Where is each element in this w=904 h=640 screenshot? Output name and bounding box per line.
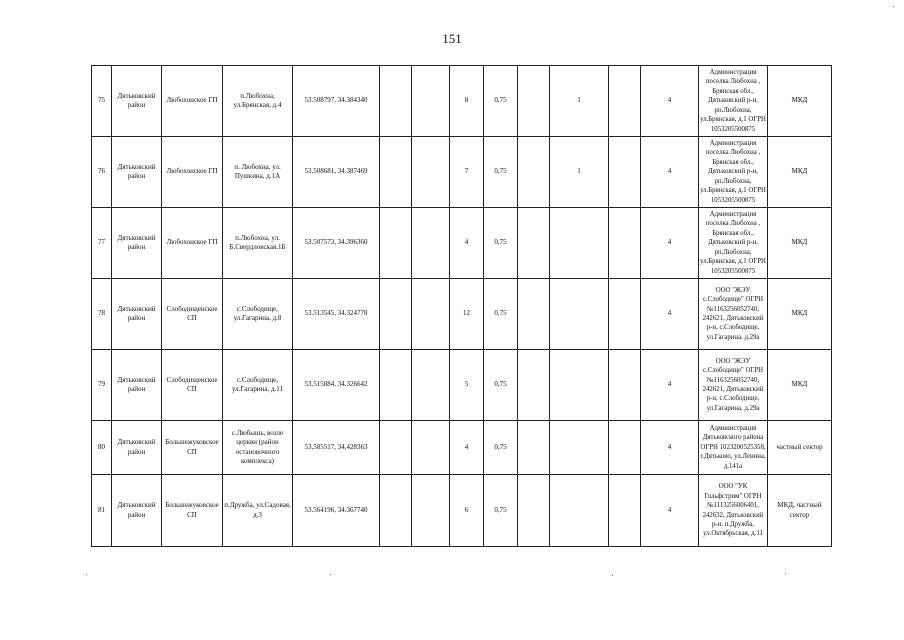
cell-district: Дятьковский район bbox=[112, 137, 162, 208]
cell-col-10 bbox=[518, 208, 550, 279]
cell-container-volume: 0,75 bbox=[484, 66, 518, 137]
cell-row-number: 79 bbox=[92, 350, 112, 421]
table-row bbox=[92, 208, 832, 279]
cell-district: Дятьковский район bbox=[112, 421, 162, 475]
cell-col-13: 4 bbox=[641, 421, 699, 475]
container-site-registry-table bbox=[91, 65, 832, 547]
cell-coordinates: 53.507573, 34.396360 bbox=[293, 208, 380, 279]
cell-col-7 bbox=[412, 421, 450, 475]
cell-col-12 bbox=[609, 137, 641, 208]
cell-address: п.Любохна, ул. Б.Свердловская,1Б bbox=[223, 208, 293, 279]
cell-col-12 bbox=[609, 279, 641, 350]
cell-address: п.Дружба, ул.Садовая, д.3 bbox=[223, 475, 293, 547]
cell-col-12 bbox=[609, 66, 641, 137]
cell-row-number: 81 bbox=[92, 475, 112, 547]
cell-row-number: 76 bbox=[92, 137, 112, 208]
cell-container-area: 8 bbox=[450, 66, 484, 137]
cell-container-area: 4 bbox=[450, 421, 484, 475]
cell-district: Дятьковский район bbox=[112, 208, 162, 279]
cell-row-number: 77 bbox=[92, 208, 112, 279]
cell-coordinates: 53.508797, 34.384340 bbox=[293, 66, 380, 137]
cell-owner: Администрация поселка Любохна , Брянская обл., Дятьковский р-н, рп.Любохна, ул.Брянская, д.1 ОГРН 1053205500875 bbox=[699, 137, 768, 208]
cell-col-6 bbox=[380, 66, 412, 137]
scan-speck bbox=[86, 574, 87, 575]
cell-address: с.Любышь, возле церкви (район остановочного комплекса) bbox=[223, 421, 293, 475]
cell-owner: Администрация Дятьковского района ОГРН 1023200525358, г.Дятьково, ул.Ленина, д.141а bbox=[699, 421, 768, 475]
cell-col-13: 4 bbox=[641, 66, 699, 137]
cell-col-7 bbox=[412, 279, 450, 350]
cell-col-13: 4 bbox=[641, 475, 699, 547]
cell-container-volume: 0,75 bbox=[484, 137, 518, 208]
cell-owner: Администрация поселка Любохна , Брянская обл., Дятьковский р-н, рп.Любохна, ул.Брянская, д.1 ОГРН 1053205500875 bbox=[699, 66, 768, 137]
cell-container-count bbox=[550, 279, 609, 350]
cell-waste-source: МКД bbox=[768, 137, 832, 208]
cell-col-7 bbox=[412, 475, 450, 547]
cell-settlement: Любохонское ГП bbox=[162, 208, 223, 279]
table-row bbox=[92, 350, 832, 421]
cell-col-13: 4 bbox=[641, 350, 699, 421]
cell-col-13: 4 bbox=[641, 208, 699, 279]
cell-owner: ООО "ЖЭУ с.Слободище" ОГРН №1163256052740, 242621, Дятьковский р-н, с.Слободище, ул.Гагарина, д.29а bbox=[699, 350, 768, 421]
cell-coordinates: 53.515884, 34.326642 bbox=[293, 350, 380, 421]
cell-address: с.Слободище, ул.Гагарина, д.8 bbox=[223, 279, 293, 350]
cell-settlement: Любохонское ГП bbox=[162, 137, 223, 208]
scan-speck bbox=[612, 575, 613, 576]
cell-container-area: 4 bbox=[450, 208, 484, 279]
cell-address: с.Слободище, ул.Гагарина, д.11 bbox=[223, 350, 293, 421]
cell-col-10 bbox=[518, 350, 550, 421]
cell-waste-source: частный сектор bbox=[768, 421, 832, 475]
table-row bbox=[92, 137, 832, 208]
cell-col-13: 4 bbox=[641, 279, 699, 350]
scan-speck bbox=[893, 6, 894, 7]
cell-owner: ООО "ЖЭУ с.Слободище" ОГРН №1163256052740, 242621, Дятьковский р-н, с.Слободище, ул.Гагарина, д.29а bbox=[699, 279, 768, 350]
table-row bbox=[92, 66, 832, 137]
cell-waste-source: МКД bbox=[768, 208, 832, 279]
scan-speck bbox=[330, 574, 331, 575]
cell-container-volume: 0,75 bbox=[484, 279, 518, 350]
cell-owner: Администрация поселка Любохна , Брянская обл., Дятьковский р-н, рп.Любохна, ул.Брянская, д.1 ОГРН 1053205500875 bbox=[699, 208, 768, 279]
cell-col-12 bbox=[609, 350, 641, 421]
cell-col-7 bbox=[412, 350, 450, 421]
cell-col-6 bbox=[380, 421, 412, 475]
cell-container-count: 1 bbox=[550, 66, 609, 137]
table-row bbox=[92, 421, 832, 475]
cell-waste-source: МКД bbox=[768, 66, 832, 137]
cell-col-6 bbox=[380, 208, 412, 279]
cell-row-number: 80 bbox=[92, 421, 112, 475]
cell-col-6 bbox=[380, 279, 412, 350]
cell-waste-source: МКД, частный сектор bbox=[768, 475, 832, 547]
cell-district: Дятьковский район bbox=[112, 279, 162, 350]
cell-container-volume: 0,75 bbox=[484, 421, 518, 475]
cell-container-area: 5 bbox=[450, 350, 484, 421]
cell-coordinates: 53,585517, 34,428363 bbox=[293, 421, 380, 475]
cell-col-10 bbox=[518, 279, 550, 350]
cell-col-10 bbox=[518, 475, 550, 547]
cell-coordinates: 53.513545, 34.324778 bbox=[293, 279, 380, 350]
cell-container-count bbox=[550, 421, 609, 475]
page-number: 151 bbox=[442, 31, 462, 46]
cell-waste-source: МКД bbox=[768, 279, 832, 350]
cell-container-area: 7 bbox=[450, 137, 484, 208]
cell-col-6 bbox=[380, 475, 412, 547]
cell-container-area: 6 bbox=[450, 475, 484, 547]
cell-settlement: Любохонское ГП bbox=[162, 66, 223, 137]
cell-container-volume: 0,75 bbox=[484, 350, 518, 421]
cell-container-count bbox=[550, 475, 609, 547]
cell-container-count: 1 bbox=[550, 137, 609, 208]
cell-col-12 bbox=[609, 421, 641, 475]
cell-container-area: 12 bbox=[450, 279, 484, 350]
cell-address: п. Любохна, ул. Пушкина, д.1А bbox=[223, 137, 293, 208]
cell-col-10 bbox=[518, 421, 550, 475]
cell-container-count bbox=[550, 208, 609, 279]
cell-row-number: 75 bbox=[92, 66, 112, 137]
scan-speck bbox=[785, 573, 786, 574]
cell-col-13: 4 bbox=[641, 137, 699, 208]
cell-settlement: Слободищенское СП bbox=[162, 350, 223, 421]
cell-row-number: 78 bbox=[92, 279, 112, 350]
cell-settlement: Большежуковское СП bbox=[162, 475, 223, 547]
cell-district: Дятьковский район bbox=[112, 475, 162, 547]
cell-col-6 bbox=[380, 350, 412, 421]
table-row bbox=[92, 279, 832, 350]
cell-col-7 bbox=[412, 66, 450, 137]
cell-col-7 bbox=[412, 137, 450, 208]
cell-col-12 bbox=[609, 208, 641, 279]
cell-settlement: Слободищенское СП bbox=[162, 279, 223, 350]
cell-col-6 bbox=[380, 137, 412, 208]
cell-district: Дятьковский район bbox=[112, 66, 162, 137]
cell-district: Дятьковский район bbox=[112, 350, 162, 421]
cell-col-10 bbox=[518, 137, 550, 208]
cell-address: п.Любохна, ул.Брянская, д.4 bbox=[223, 66, 293, 137]
cell-coordinates: 53.508681, 34.387469 bbox=[293, 137, 380, 208]
cell-waste-source: МКД bbox=[768, 350, 832, 421]
cell-container-count bbox=[550, 350, 609, 421]
cell-owner: ООО "УК Гольфстрим" ОГРН №1113256006401, 242632, Дятьковский р-н, п.Дружба, ул.Октябрьская, д.11 bbox=[699, 475, 768, 547]
cell-container-volume: 0,75 bbox=[484, 208, 518, 279]
table-row bbox=[92, 475, 832, 547]
cell-container-volume: 0,75 bbox=[484, 475, 518, 547]
cell-col-7 bbox=[412, 208, 450, 279]
cell-col-10 bbox=[518, 66, 550, 137]
cell-settlement: Большежуковское СП bbox=[162, 421, 223, 475]
cell-coordinates: 53.564196, 34.367740 bbox=[293, 475, 380, 547]
cell-col-12 bbox=[609, 475, 641, 547]
